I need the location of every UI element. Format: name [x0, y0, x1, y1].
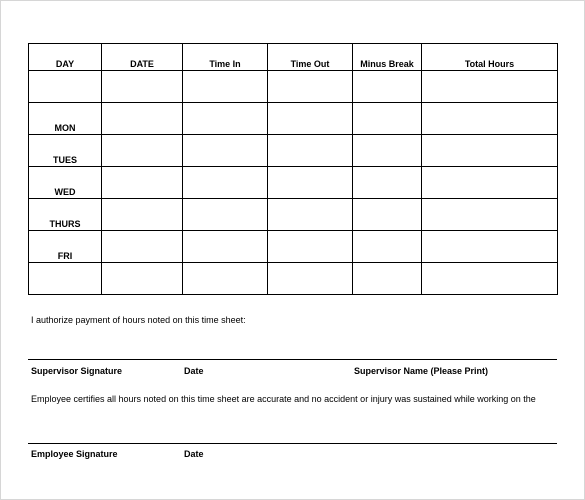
cell-total-hours	[422, 103, 558, 135]
cell-minus-break	[353, 135, 422, 167]
header-date: DATE	[102, 44, 183, 71]
cell-time-in	[183, 103, 268, 135]
cell-time-out	[268, 231, 353, 263]
cell-time-out	[268, 199, 353, 231]
cell-day: TUES	[29, 135, 102, 167]
cell-total-hours	[422, 263, 558, 295]
table-row	[29, 103, 558, 135]
header-row	[29, 44, 558, 71]
table-row	[29, 167, 558, 199]
cell-date	[102, 71, 183, 103]
cell-date	[102, 103, 183, 135]
cell-date	[102, 135, 183, 167]
cell-day: WED	[29, 167, 102, 199]
authorize-text: I authorize payment of hours noted on this time sheet:	[31, 315, 246, 325]
supervisor-signature-label: Supervisor Signature	[31, 366, 123, 376]
cell-day: THURS	[29, 199, 102, 231]
cell-time-out	[268, 135, 353, 167]
cell-time-in	[183, 71, 268, 103]
cell-time-out	[268, 167, 353, 199]
certify-text: Employee certifies all hours noted on this time sheet are accurate and no accident or injury was sustained while working on the	[31, 394, 536, 404]
cell-minus-break	[353, 71, 422, 103]
employee-signature-line	[28, 443, 557, 444]
cell-time-in	[183, 263, 268, 295]
employee-signature-label: Employee Signature	[31, 449, 118, 459]
cell-time-in	[183, 231, 268, 263]
table-row	[29, 135, 558, 167]
cell-total-hours	[422, 231, 558, 263]
cell-time-in	[183, 199, 268, 231]
table-row	[29, 71, 558, 103]
cell-date	[102, 167, 183, 199]
cell-minus-break	[353, 263, 422, 295]
cell-total-hours	[422, 71, 558, 103]
table-row	[29, 263, 558, 295]
time-sheet-body	[29, 71, 558, 295]
cell-minus-break	[353, 103, 422, 135]
supervisor-name-label: Supervisor Name (Please Print)	[354, 366, 489, 376]
cell-day	[29, 263, 102, 295]
cell-date	[102, 231, 183, 263]
cell-total-hours	[422, 199, 558, 231]
time-sheet-table	[28, 43, 558, 295]
cell-time-in	[183, 135, 268, 167]
cell-day	[29, 71, 102, 103]
cell-total-hours	[422, 167, 558, 199]
cell-time-out	[268, 71, 353, 103]
cell-time-out	[268, 103, 353, 135]
supervisor-signature-line	[28, 359, 557, 360]
cell-time-out	[268, 263, 353, 295]
header-time-out: Time Out	[268, 44, 353, 71]
cell-time-in	[183, 167, 268, 199]
header-day: DAY	[29, 44, 102, 71]
cell-day: FRI	[29, 231, 102, 263]
table-row	[29, 199, 558, 231]
header-minus-break: Minus Break	[353, 44, 422, 71]
employee-date-label: Date	[184, 449, 204, 459]
cell-minus-break	[353, 167, 422, 199]
cell-date	[102, 199, 183, 231]
supervisor-date-label: Date	[184, 366, 204, 376]
cell-day: MON	[29, 103, 102, 135]
table-row	[29, 231, 558, 263]
cell-total-hours	[422, 135, 558, 167]
cell-minus-break	[353, 231, 422, 263]
header-total-hours: Total Hours	[422, 44, 558, 71]
cell-minus-break	[353, 199, 422, 231]
cell-date	[102, 263, 183, 295]
header-time-in: Time In	[183, 44, 268, 71]
